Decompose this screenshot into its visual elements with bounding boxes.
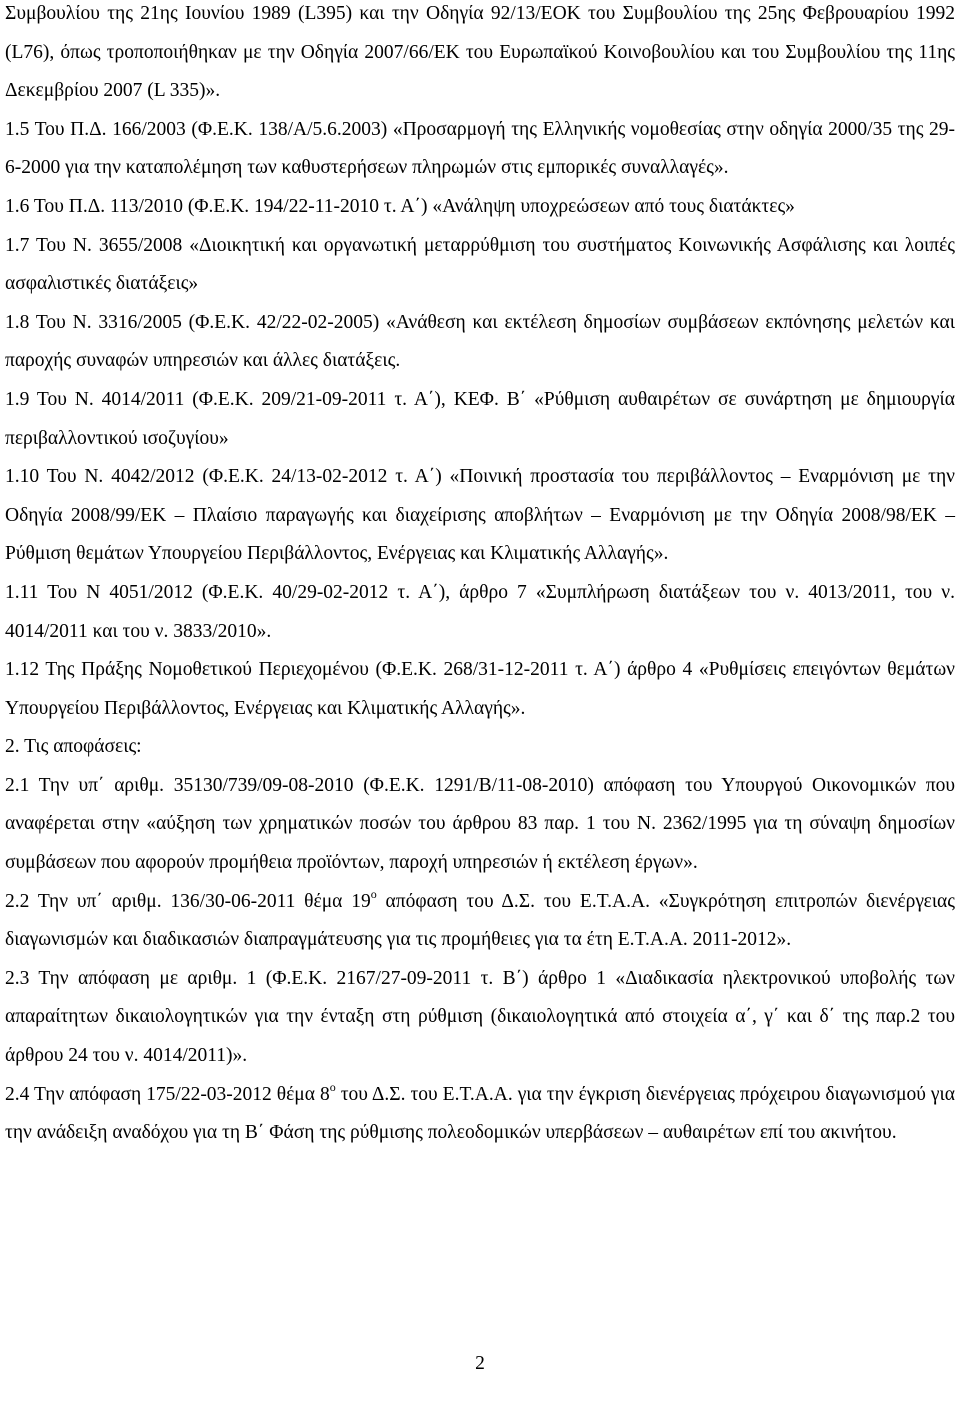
paragraph-2-2-text-start: 2.2 Την υπ΄ αριθμ. 136/30-06-2011 θέμα 19 bbox=[5, 890, 371, 912]
paragraph-2-1: 2.1 Την υπ΄ αριθμ. 35130/739/09-08-2010 (Φ.Ε.Κ. 1291/Β/11-08-2010) απόφαση του Υπουργού Οικονομικών που αναφέρεται στην «αύξηση των χρηματικών ποσών του άρθρου 83 παρ. 1 του Ν. 2362/1995 για τη σύναψη δημοσίων συμβάσεων που αφορούν προμήθεια προϊόντων, παροχή υπηρεσιών ή εκτέλεση έργων». bbox=[5, 774, 955, 874]
paragraph-1-8: 1.8 Του Ν. 3316/2005 (Φ.Ε.Κ. 42/22-02-2005) «Ανάθεση και εκτέλεση δημοσίων συμβάσεων εκπόνησης μελετών και παροχής συναφών υπηρεσιών και άλλες διατάξεις. bbox=[5, 311, 955, 372]
paragraph-2-heading: 2. Τις αποφάσεις: bbox=[5, 736, 142, 758]
paragraph-1-9: 1.9 Του Ν. 4014/2011 (Φ.Ε.Κ. 209/21-09-2011 τ. Α΄), ΚΕΦ. Β΄ «Ρύθμιση αυθαιρέτων σε συνάρτηση με δημιουργία περιβαλλοντικού ισοζυγίου» bbox=[5, 388, 955, 449]
paragraph-1-6: 1.6 Του Π.Δ. 113/2010 (Φ.Ε.Κ. 194/22-11-2010 τ. Α΄) «Ανάληψη υποχρεώσεων από τους διατάκτες» bbox=[5, 195, 795, 217]
paragraph-2-4-text-end: του Δ.Σ. του Ε.Τ.Α.Α. για την έγκριση διενέργειας πρόχειρου διαγωνισμού για την ανάδειξη αναδόχου για τη Β΄ Φάση της ρύθμισης πολεοδομικών υπερβάσεων – αυθαιρέτων επί του ακινήτου. bbox=[5, 1083, 955, 1144]
paragraph-intro-continuation: Συμβουλίου της 21ης Ιουνίου 1989 (L395) και την Οδηγία 92/13/ΕΟΚ του Συμβουλίου της 25ης Φεβρουαρίου 1992 (L76), όπως τροποποιήθηκαν με την Οδηγία 2007/66/ΕΚ του Ευρωπαϊκού Κοινοβουλίου και του Συμβουλίου της 11ης Δεκεμβρίου 2007 (L 335)». bbox=[5, 3, 955, 102]
paragraph-2-4 bbox=[5, 1076, 955, 1153]
paragraph-1-7: 1.7 Του Ν. 3655/2008 «Διοικητική και οργανωτική μεταρρύθμιση του συστήματος Κοινωνικής Ασφάλισης και λοιπές ασφαλιστικές διατάξεις» bbox=[5, 234, 955, 295]
paragraph-2-3: 2.3 Την απόφαση με αριθμ. 1 (Φ.Ε.Κ. 2167/27-09-2011 τ. Β΄) άρθρο 1 «Διαδικασία ηλεκτρονικού υποβολής των απαραίτητων δικαιολογητικών για την ένταξη στη ρύθμιση (δικαιολογητικά από στοιχεία α΄, γ΄ και δ΄ της παρ.2 του άρθρου 24 του ν. 4014/2011)». bbox=[5, 967, 955, 1067]
document-page bbox=[5, 0, 955, 1153]
ordinal-superscript: ο bbox=[370, 886, 377, 901]
page-number: 2 bbox=[475, 1353, 485, 1374]
paragraph-1-12: 1.12 Της Πράξης Νομοθετικού Περιεχομένου (Φ.Ε.Κ. 268/31-12-2011 τ. Α΄) άρθρο 4 «Ρυθμίσεις επειγόντων θεμάτων Υπουργείου Περιβάλλοντος, Ενέργειας και Κλιματικής Αλλαγής». bbox=[5, 659, 955, 719]
paragraph-1-5: 1.5 Του Π.Δ. 166/2003 (Φ.Ε.Κ. 138/Α/5.6.2003) «Προσαρμογή της Ελληνικής νομοθεσίας στην οδηγία 2000/35 της 29-6-2000 για την καταπολέμηση των καθυστερήσεων πληρωμών στις εμπορικές συναλλαγές». bbox=[5, 118, 955, 179]
paragraph-1-10: 1.10 Του Ν. 4042/2012 (Φ.Ε.Κ. 24/13-02-2012 τ. Α΄) «Ποινική προστασία του περιβάλλοντος – Εναρμόνιση με την Οδηγία 2008/99/ΕΚ – Πλαίσιο παραγωγής και διαχείρισης αποβλήτων – Εναρμόνιση με την Οδηγία 2008/98/ΕΚ – Ρύθμιση θεμάτων Υπουργείου Περιβάλλοντος, Ενέργειας και Κλιματικής Αλλαγής». bbox=[5, 466, 955, 565]
paragraph-2-2 bbox=[5, 883, 955, 960]
ordinal-superscript: ο bbox=[329, 1079, 336, 1094]
paragraph-2-2-text-end: απόφαση του Δ.Σ. του Ε.Τ.Α.Α. «Συγκρότηση επιτροπών διενέργειας διαγωνισμών και διαδικασιών διαπραγμάτευσης για τις προμήθειες για τα έτη Ε.Τ.Α.Α. 2011-2012». bbox=[5, 890, 955, 951]
paragraph-2-4-text-start: 2.4 Την απόφαση 175/22-03-2012 θέμα 8 bbox=[5, 1083, 330, 1105]
paragraph-1-11: 1.11 Του Ν 4051/2012 (Φ.Ε.Κ. 40/29-02-2012 τ. Α΄), άρθρο 7 «Συμπλήρωση διατάξεων του ν. 4013/2011, του ν. 4014/2011 και του ν. 3833/2010». bbox=[5, 581, 955, 642]
